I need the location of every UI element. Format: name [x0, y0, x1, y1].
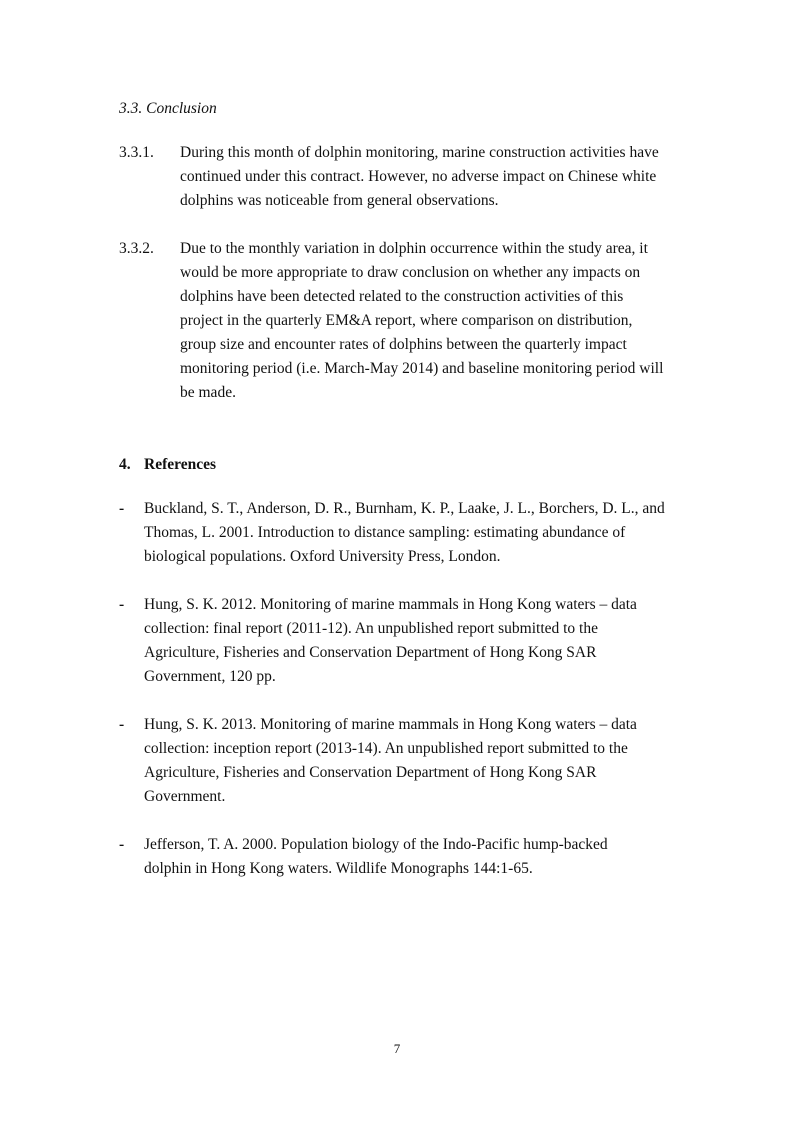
page-number: 7: [393, 1041, 401, 1056]
section-title: 3.3. Conclusion: [119, 100, 217, 117]
bullet: -: [119, 500, 125, 517]
paragraph-3-3-2: [119, 237, 699, 405]
paragraph-number: 3.3.2.: [119, 240, 154, 257]
references-title: References: [144, 456, 217, 473]
reference-text: Buckland, S. T., Anderson, D. R., Burnham, K. P., Laake, J. L., Borchers, D. L., and Thomas, L. 2001. Introduction to distance sampling: estimating abundance of biological populations. Oxford University Press, London.: [144, 500, 665, 565]
bullet: -: [119, 716, 125, 733]
references-heading: [119, 454, 216, 476]
paragraph-3-3-1: [119, 141, 699, 213]
bullet: -: [119, 596, 125, 613]
reference-item: [119, 833, 699, 881]
reference-item: [119, 593, 699, 689]
reference-item: [119, 497, 699, 569]
reference-item: [119, 713, 699, 809]
bullet: -: [119, 836, 125, 853]
paragraph-text: During this month of dolphin monitoring, marine construction activities have continued under this contract. However, no adverse impact on Chinese white dolphins was noticeable from general observations.: [180, 144, 659, 209]
reference-text: Hung, S. K. 2012. Monitoring of marine mammals in Hong Kong waters – data collection: final report (2011-12). An unpublished report submitted to the Agriculture, Fisheries and Conservation Department of Hong Kong SAR Government, 120 pp.: [144, 596, 637, 685]
reference-text: Hung, S. K. 2013. Monitoring of marine mammals in Hong Kong waters – data collection: inception report (2013-14). An unpublished report submitted to the Agriculture, Fisheries and Conservation Department of Hong Kong SAR Government.: [144, 716, 637, 805]
paragraph-number: 3.3.1.: [119, 144, 154, 161]
references-number: 4.: [119, 456, 131, 473]
reference-text: Jefferson, T. A. 2000. Population biology of the Indo-Pacific hump-backed dolphin in Hong Kong waters. Wildlife Monographs 144:1-65.: [144, 836, 608, 877]
paragraph-text: Due to the monthly variation in dolphin occurrence within the study area, it would be more appropriate to draw conclusion on whether any impacts on dolphins have been detected related to the construction activities of this project in the quarterly EM&A report, where comparison on distribution, group size and encounter rates of dolphins between the quarterly impact monitoring period (i.e. March-May 2014) and baseline monitoring period will be made.: [180, 240, 664, 401]
